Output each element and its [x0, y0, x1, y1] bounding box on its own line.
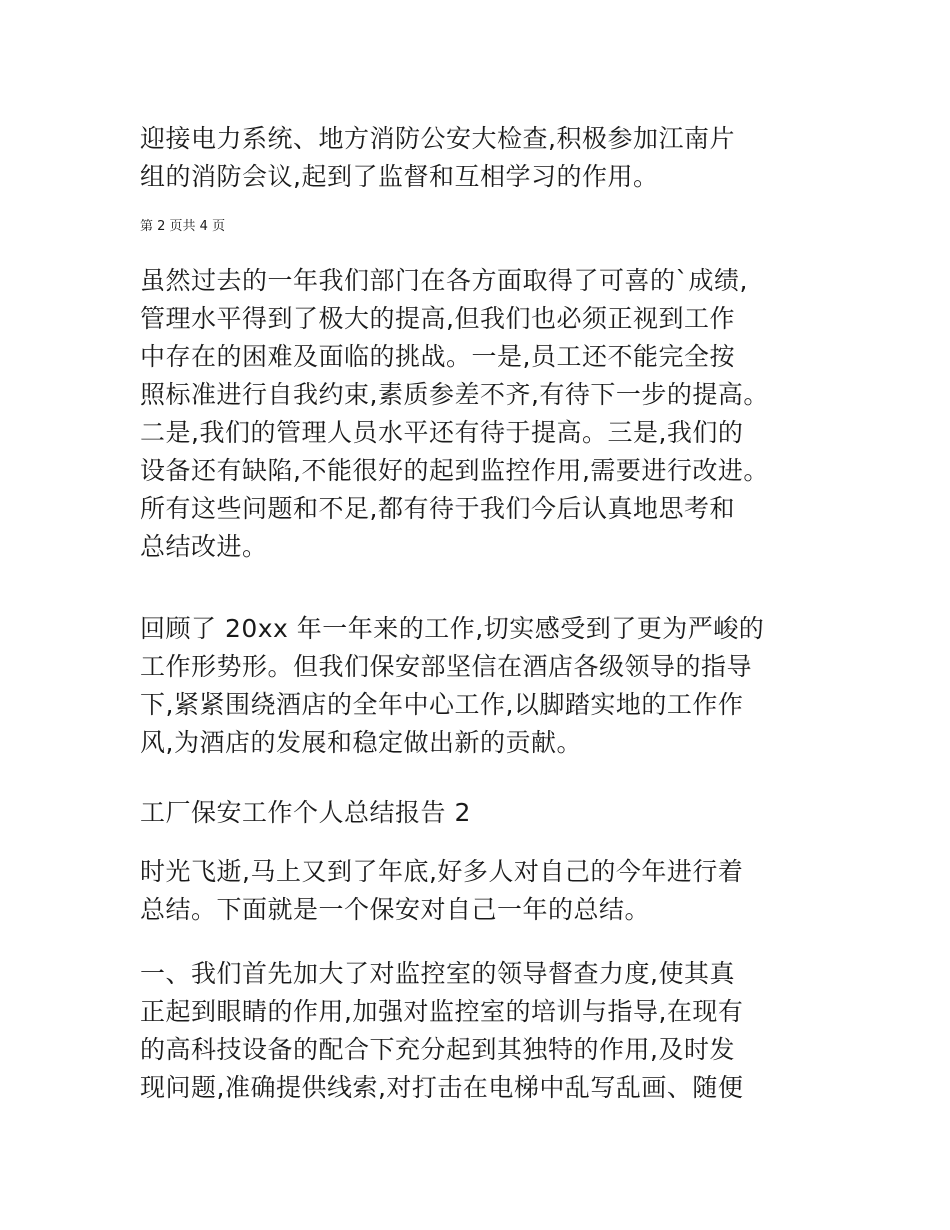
paragraph-fire-inspection — [140, 120, 820, 196]
text-line: 工作形势形。但我们保安部坚信在酒店各级领导的指导 — [140, 652, 753, 681]
text-line: 正起到眼睛的作用,加强对监控室的培训与指导,在现有 — [140, 997, 744, 1026]
text-line: 回顾了 20xx 年一年来的工作,切实感受到了更为严峻的 — [140, 614, 765, 643]
text-line: 一、我们首先加大了对监控室的领导督查力度,使其真 — [140, 959, 735, 988]
text-line: 组的消防会议,起到了监督和互相学习的作用。 — [140, 162, 659, 191]
text-line: 中存在的困难及面临的挑战。一是,员工还不能完全按 — [140, 342, 735, 371]
text-line: 设备还有缺陷,不能很好的起到监控作用,需要进行改进。 — [140, 456, 769, 485]
text-line: 的高科技设备的配合下充分起到其独特的作用,及时发 — [140, 1035, 735, 1064]
text-line: 迎接电力系统、地方消防公安大检查,积极参加江南片 — [140, 124, 735, 153]
paragraph-intro — [140, 853, 820, 929]
text-line: 总结。下面就是一个保安对自己一年的总结。 — [140, 895, 651, 924]
paragraph-monitoring — [140, 955, 820, 1107]
section-heading — [140, 794, 820, 832]
text-line: 下,紧紧围绕酒店的全年中心工作,以脚踏实地的工作作 — [140, 690, 744, 719]
text-line: 现问题,准确提供线索,对打击在电梯中乱写乱画、随便 — [140, 1073, 744, 1102]
text-line: 工厂保安工作个人总结报告 2 — [140, 798, 471, 827]
text-line: 所有这些问题和不足,都有待于我们今后认真地思考和 — [140, 494, 735, 523]
page-footer: 第 2 页共 4 页 — [140, 219, 226, 234]
paragraph-challenges — [140, 262, 820, 566]
paragraph-review — [140, 610, 820, 762]
text-line: 总结改进。 — [140, 532, 268, 561]
text-line: 虽然过去的一年我们部门在各方面取得了可喜的`成绩, — [140, 266, 748, 295]
text-line: 照标准进行自我约束,素质参差不齐,有待下一步的提高。 — [140, 380, 769, 409]
text-line: 时光飞逝,马上又到了年底,好多人对自己的今年进行着 — [140, 857, 744, 886]
text-line: 管理水平得到了极大的提高,但我们也必须正视到工作 — [140, 304, 735, 333]
text-line: 风,为酒店的发展和稳定做出新的贡献。 — [140, 728, 582, 757]
text-line: 二是,我们的管理人员水平还有待于提高。三是,我们的 — [140, 418, 744, 447]
